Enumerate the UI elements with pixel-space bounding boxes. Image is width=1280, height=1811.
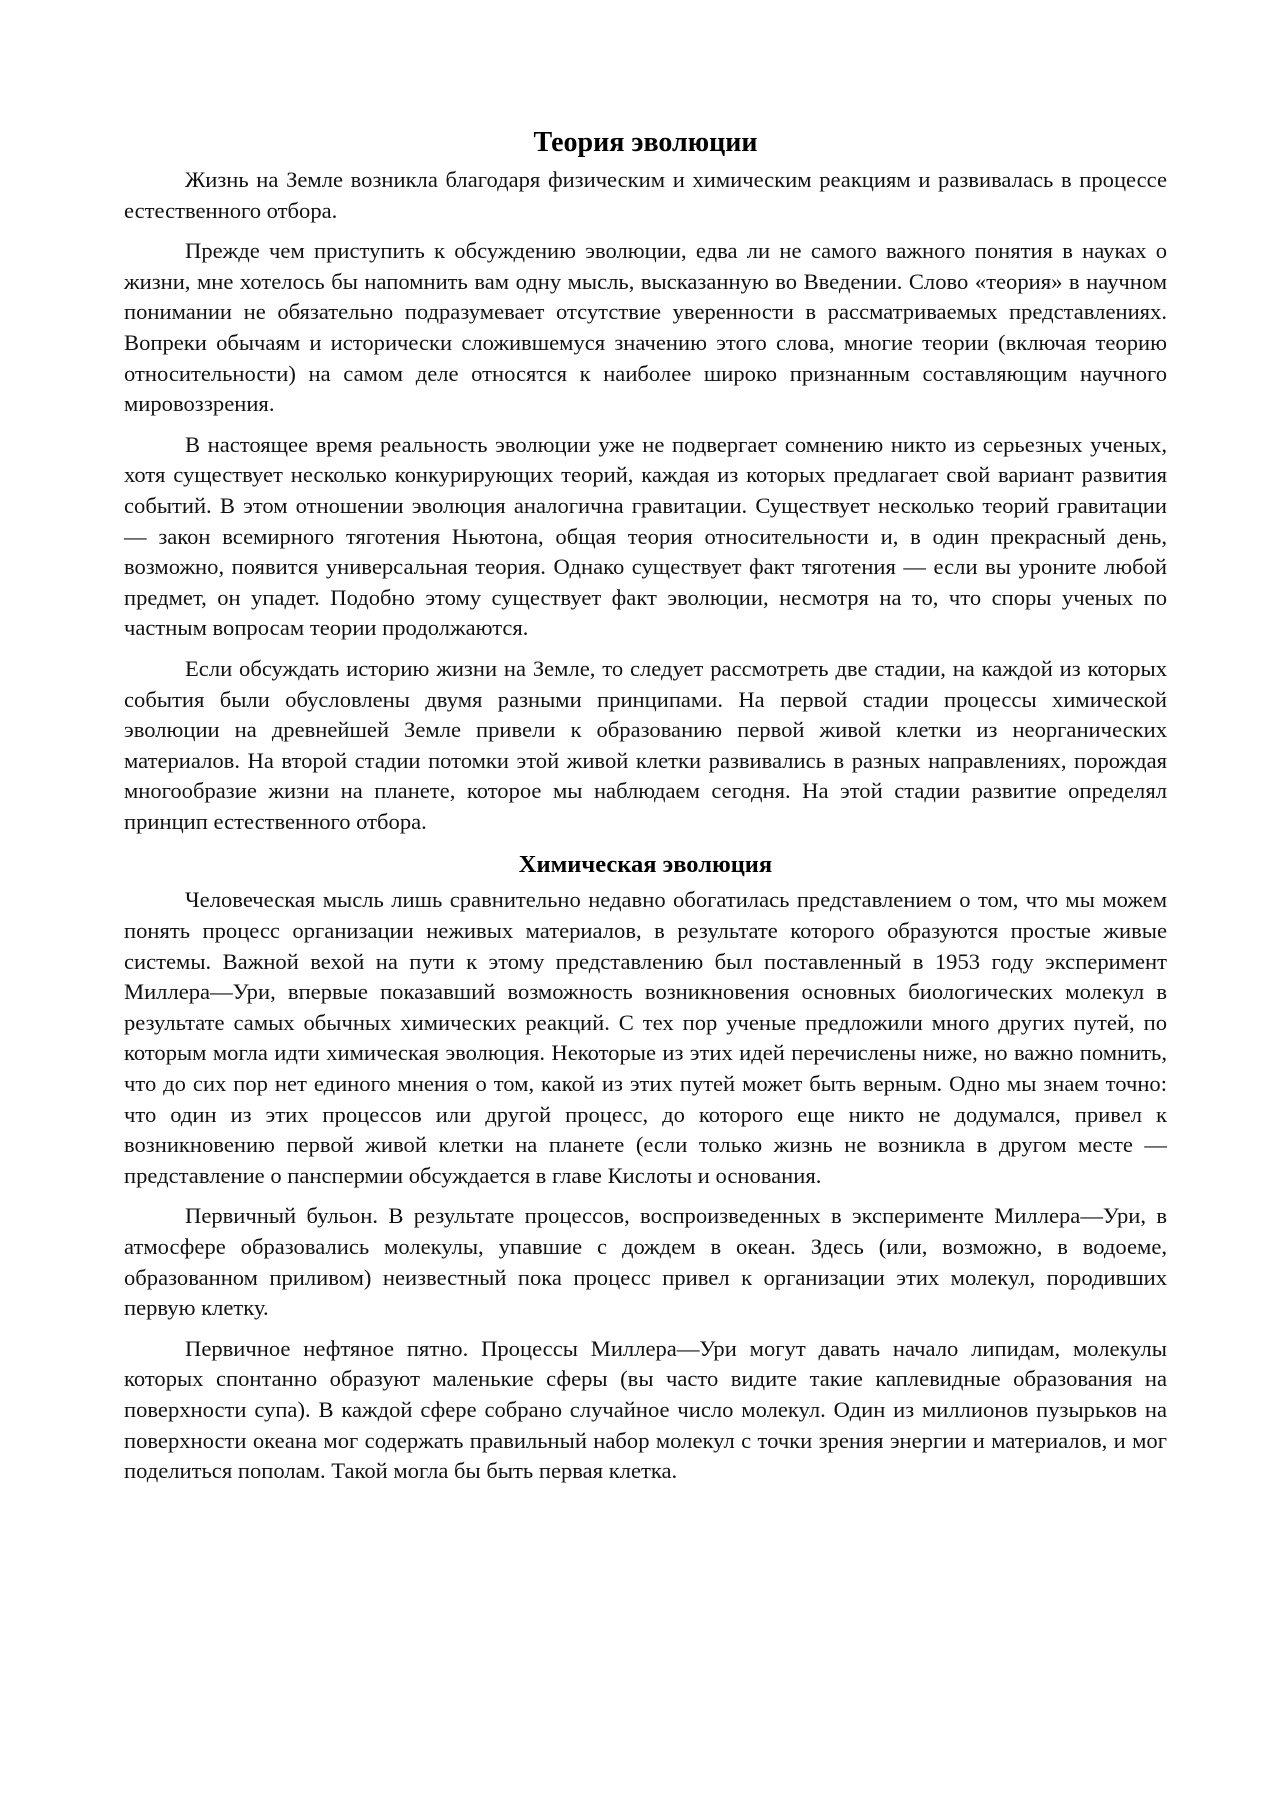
- document-page: [124, 126, 1167, 1497]
- section-heading: Химическая эволюция: [518, 851, 773, 879]
- paragraph-intro-3: В настоящее время реальность эволюции уже не подвергает сомнению никто из серьезных ученых, хотя существует несколько конкурирующих теорий, каждая из которых предлагает свой вариант развития событий. В этом отношении эволюция аналогична гравитации. Существует несколько теорий гравитации — закон всемирного тяготения Ньютона, общая теория относительности и, в один прекрасный день, возможно, появится универсальная теория. Однако существует факт тяготения — если вы уроните любой предмет, он упадет. Подобно этому существует факт эволюции, несмотря на то, что споры ученых по частным вопросам теории продолжаются.: [124, 431, 1167, 641]
- paragraph-section-3: Первичное нефтяное пятно. Процессы Миллера—Ури могут давать начало липидам, молекулы которых спонтанно образуют маленькие сферы (вы часто видите такие каплевидные образования на поверхности супа). В каждой сфере собрано случайное число молекул. Один из миллионов пузырьков на поверхности океана мог содержать правильный набор молекул с точки зрения энергии и материалов, и мог поделиться пополам. Такой могла бы быть первая клетка.: [124, 1335, 1167, 1484]
- paragraph-intro-1: Жизнь на Земле возникла благодаря физическим и химическим реакциям и развивалась в процессе естественного отбора.: [124, 167, 1167, 223]
- page-title: Теория эволюции: [533, 127, 758, 158]
- paragraph-intro-4: Если обсуждать историю жизни на Земле, то следует рассмотреть две стадии, на каждой из которых события были обусловлены двумя разными принципами. На первой стадии процессы химической эволюции на древнейшей Земле привели к образованию первой живой клетки из неорганических материалов. На второй стадии потомки этой живой клетки развивались в разных направлениях, порождая многообразие жизни на планете, которое мы наблюдаем сегодня. На этой стадии развитие определял принцип естественного отбора.: [124, 655, 1167, 834]
- paragraph-intro-2: Прежде чем приступить к обсуждению эволюции, едва ли не самого важного понятия в науках о жизни, мне хотелось бы напомнить вам одну мысль, высказанную во Введении. Слово «теория» в научном понимании не обязательно подразумевает отсутствие уверенности в рассматриваемых представлениях. Вопреки обычаям и исторически сложившемуся значению этого слова, многие теории (включая теорию относительности) на самом деле относятся к наиболее широко признанным составляющим научного мировоззрения.: [124, 238, 1167, 417]
- paragraph-section-2: Первичный бульон. В результате процессов, воспроизведенных в эксперименте Миллера—Ури, в атмосфере образовались молекулы, упавшие с дождем в океан. Здесь (или, возможно, в водоеме, образованном приливом) неизвестный пока процесс привел к организации этих молекул, породивших первую клетку.: [124, 1203, 1167, 1321]
- paragraph-section-1: Человеческая мысль лишь сравнительно недавно обогатилась представлением о том, что мы можем понять процесс организации неживых материалов, в результате которого образуются простые живые системы. Важной вехой на пути к этому представлению был поставленный в 1953 году эксперимент Миллера—Ури, впервые показавший возможность возникновения основных биологических молекул в результате самых обычных химических реакций. С тех пор ученые предложили много других путей, по которым могла идти химическая эволюция. Некоторые из этих идей перечислены ниже, но важно помнить, что до сих пор нет единого мнения о том, какой из этих путей может быть верным. Одно мы знаем точно: что один из этих процессов или другой процесс, до которого еще никто не додумался, привел к возникновению первой живой клетки на планете (если только жизнь не возникла в другом месте — представление о панспермии обсуждается в главе Кислоты и основания.: [124, 887, 1167, 1188]
